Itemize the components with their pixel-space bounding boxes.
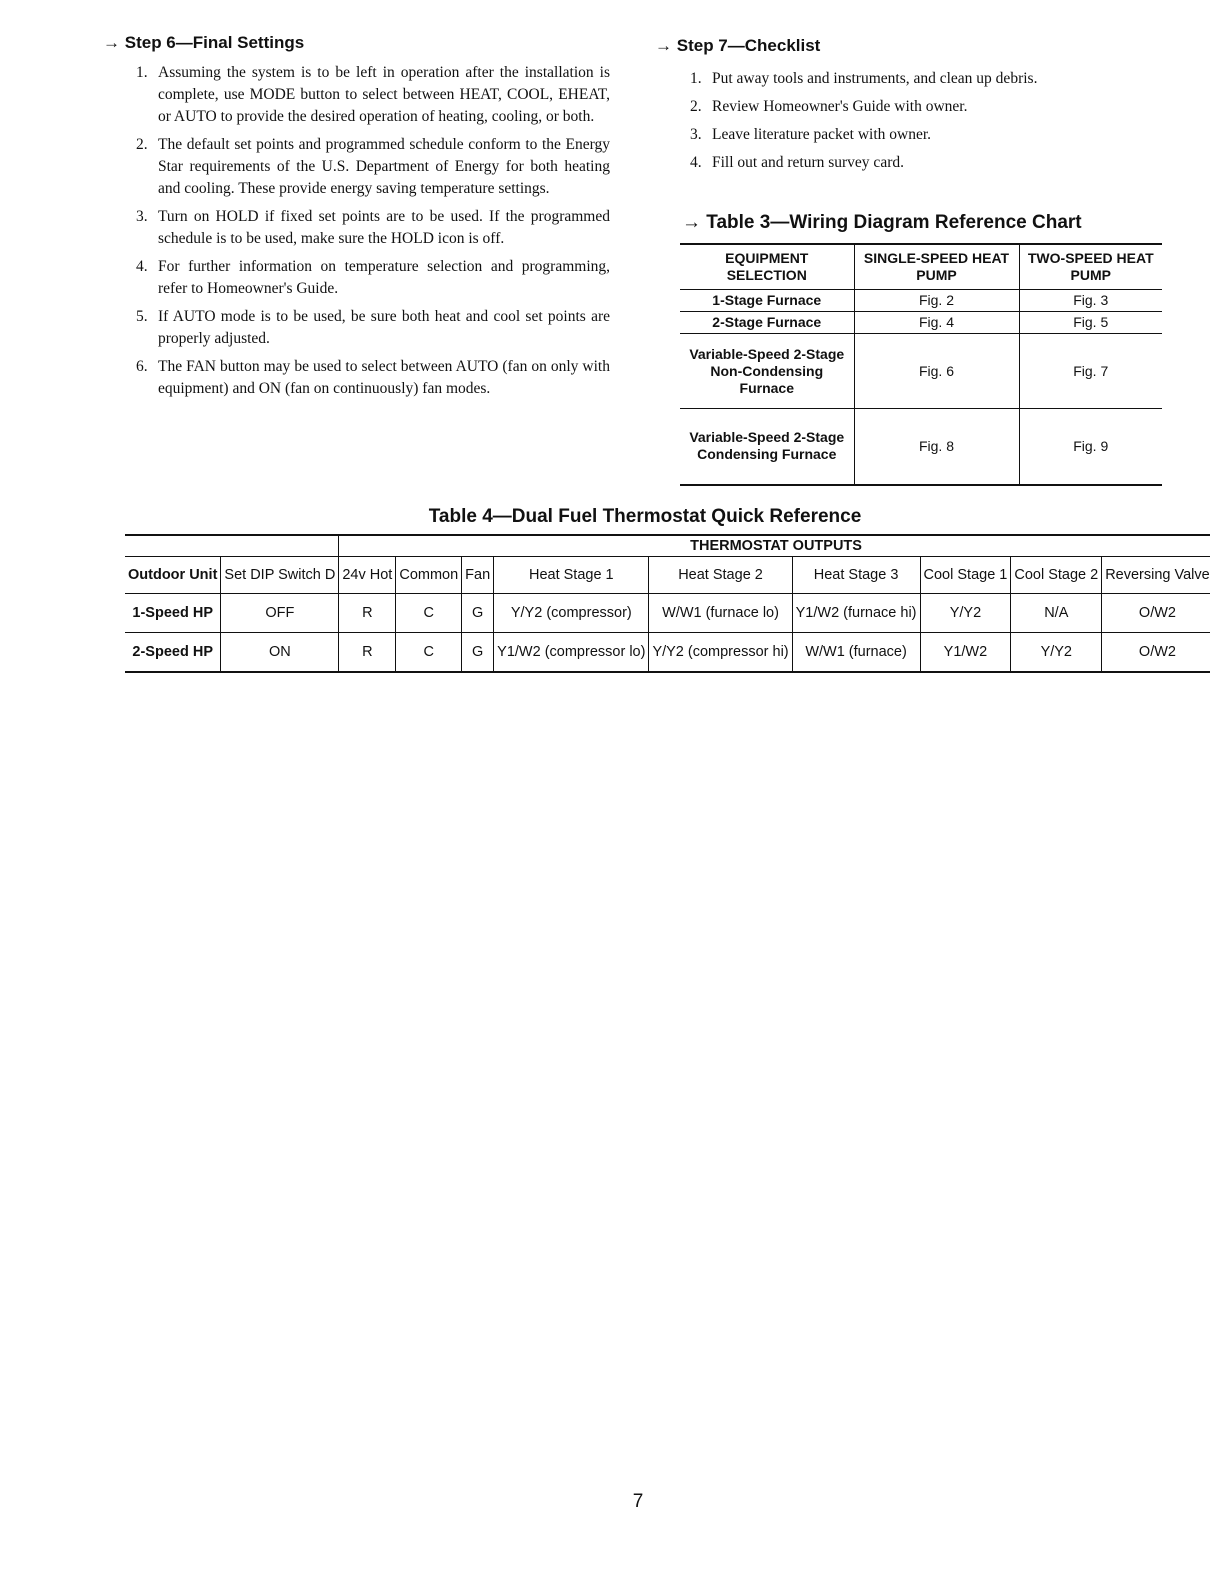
table-header: Heat Stage 2 xyxy=(649,557,792,594)
table-header: Fan xyxy=(462,557,494,594)
dual-fuel-reference-table xyxy=(125,534,1210,673)
step6-list xyxy=(136,62,610,406)
step6-title: Step 6—Final Settings xyxy=(124,33,305,52)
arrow-right-icon: → xyxy=(682,212,701,233)
page-number: 7 xyxy=(632,1491,644,1512)
list-item: 4. For further information on temperature selection and programming, refer to Homeowner's Guide. xyxy=(136,258,610,297)
list-item: 5. If AUTO mode is to be used, be sure both heat and cool set points are properly adjusted. xyxy=(136,308,610,347)
step7-list xyxy=(690,68,1160,180)
arrow-right-icon: → xyxy=(103,33,120,52)
table3-title: → Table 3—Wiring Diagram Reference Chart xyxy=(682,212,1082,233)
table-row: 1-Stage Furnace Fig. 2 Fig. 3 xyxy=(680,290,1162,312)
table-header: 24v Hot xyxy=(339,557,396,594)
table-row: Variable-Speed 2-Stage Condensing Furnace Fig. 8 Fig. 9 xyxy=(680,409,1162,485)
table-header: Cool Stage 1 xyxy=(920,557,1011,594)
table-header: Heat Stage 1 xyxy=(494,557,649,594)
step7-title: Step 7—Checklist xyxy=(676,36,821,55)
table-header: SINGLE-SPEED HEAT PUMP xyxy=(854,244,1019,290)
list-item: 2. The default set points and programmed schedule conform to the Energy Star requirements of the U.S. Department of Energy for both heating and cooling. These provide energy saving temperature settings. xyxy=(136,136,610,197)
table-header: TWO-SPEED HEAT PUMP xyxy=(1019,244,1162,290)
table-header: Outdoor Unit xyxy=(125,557,221,594)
list-item: 3. Turn on HOLD if fixed set points are to be used. If the programmed schedule is to be used, make sure the HOLD icon is off. xyxy=(136,208,610,247)
list-item: 3. Leave literature packet with owner. xyxy=(690,126,932,143)
table-header: Cool Stage 2 xyxy=(1011,557,1102,594)
table-row: 2-Speed HP ON R C G Y1/W2 (compressor lo) Y/Y2 (compressor hi) W/W1 (furnace) Y1/W2 Y/Y2 O/W2 xyxy=(125,633,1210,673)
step7-heading xyxy=(655,36,820,56)
table-header: Heat Stage 3 xyxy=(792,557,920,594)
table-header: Set DIP Switch D xyxy=(221,557,339,594)
thermostat-outputs-header: THERMOSTAT OUTPUTS xyxy=(339,535,1210,557)
list-item: 1. Assuming the system is to be left in operation after the installation is complete, use MODE button to select between HEAT, COOL, EHEAT, or AUTO to provide the desired operation of heating, cooling, or both. xyxy=(136,64,610,125)
list-item: 4. Fill out and return survey card. xyxy=(690,154,904,171)
table-row: Variable-Speed 2-Stage Non-Condensing Furnace Fig. 6 Fig. 7 xyxy=(680,334,1162,409)
wiring-diagram-table xyxy=(680,243,1162,486)
table-header: EQUIPMENT SELECTION xyxy=(680,244,854,290)
arrow-right-icon: → xyxy=(655,36,672,55)
table-header: Reversing Valve xyxy=(1102,557,1210,594)
list-item: 2. Review Homeowner's Guide with owner. xyxy=(690,98,968,115)
step6-heading xyxy=(103,33,304,53)
table-header: Common xyxy=(396,557,462,594)
table4-title: Table 4—Dual Fuel Thermostat Quick Reference xyxy=(428,506,862,527)
table-row: 2-Stage Furnace Fig. 4 Fig. 5 xyxy=(680,312,1162,334)
list-item: 1. Put away tools and instruments, and clean up debris. xyxy=(690,70,1038,87)
list-item: 6. The FAN button may be used to select between AUTO (fan on only with equipment) and ON (fan on continuously) fan modes. xyxy=(136,358,610,397)
table-row: 1-Speed HP OFF R C G Y/Y2 (compressor) W/W1 (furnace lo) Y1/W2 (furnace hi) Y/Y2 N/A O/W2 xyxy=(125,594,1210,633)
